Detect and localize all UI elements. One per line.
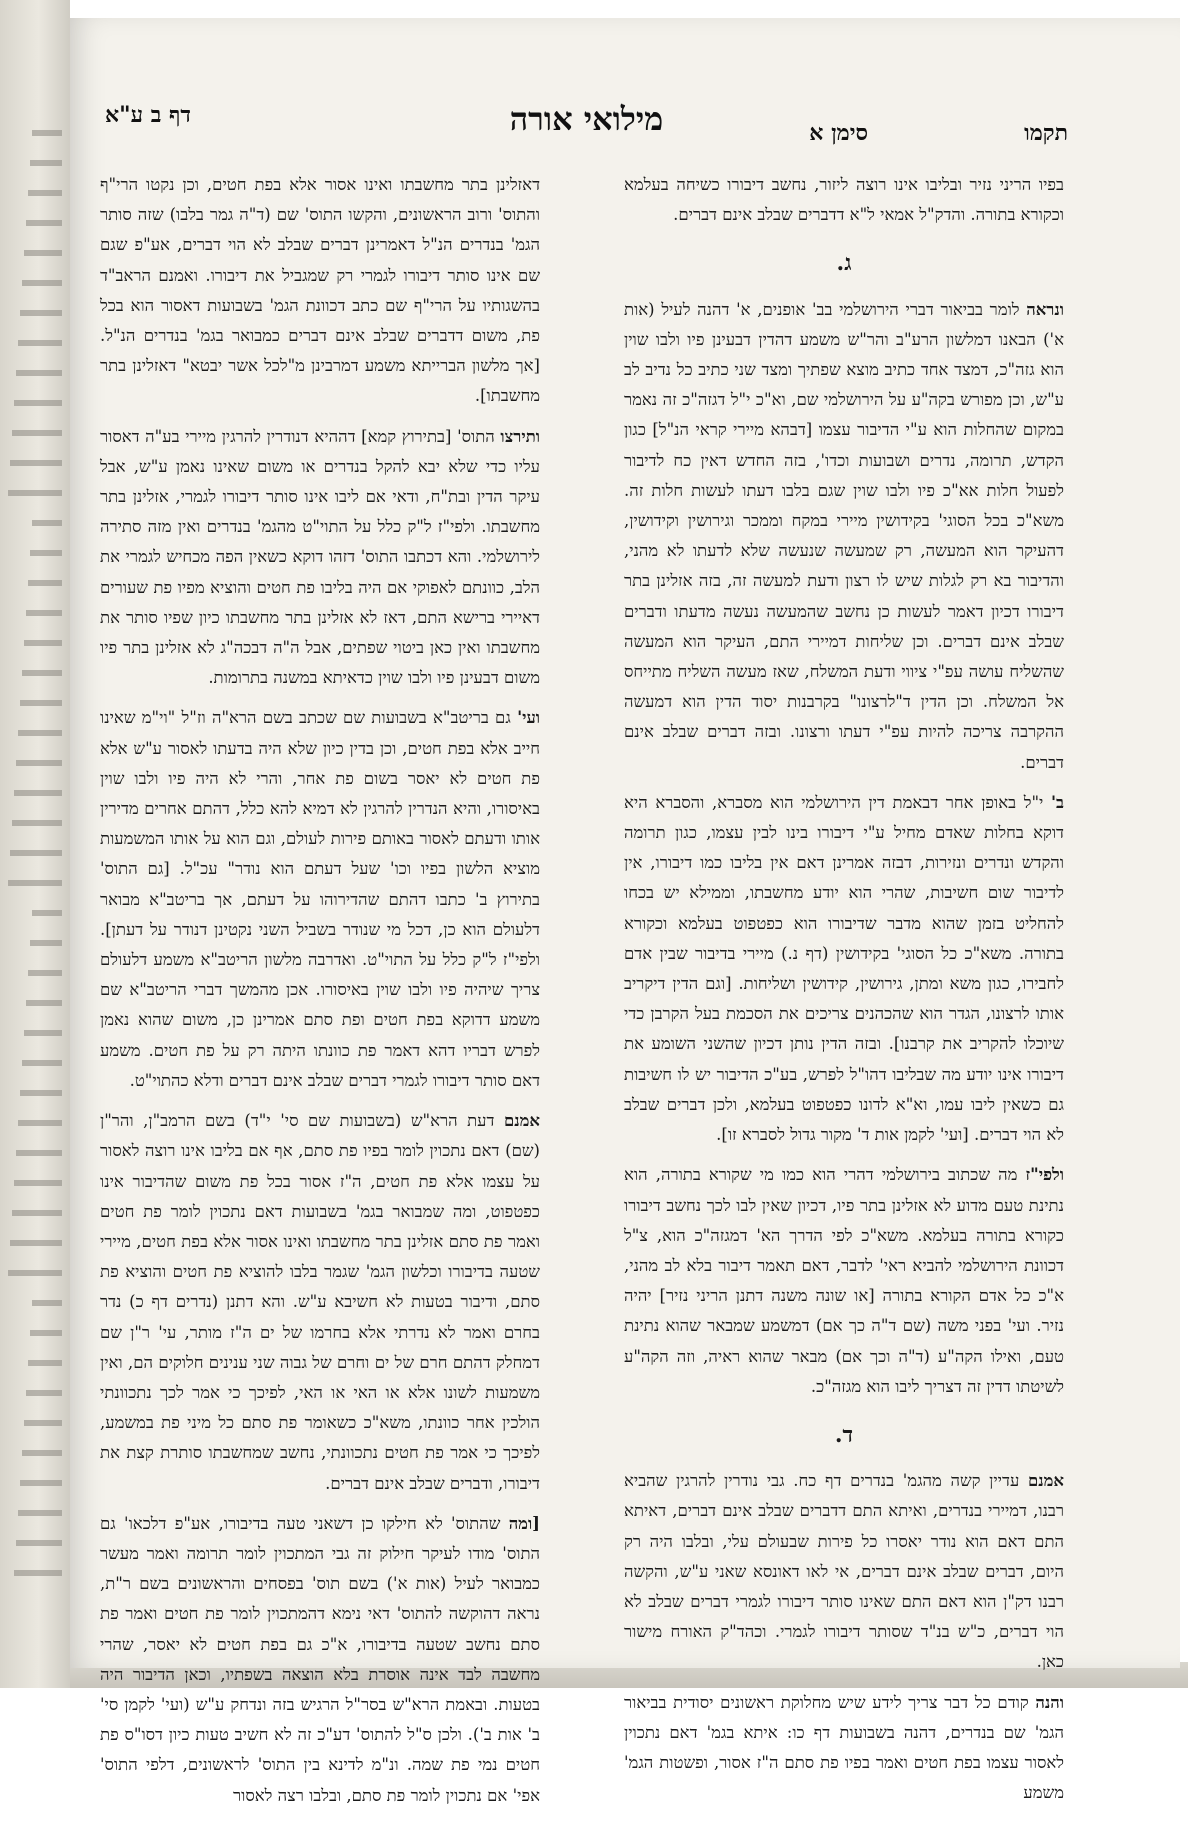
facing-page-text-line (22, 1060, 62, 1066)
page-header (105, 80, 1068, 146)
section-marker: ג. (836, 250, 852, 277)
paragraph-text: דאזלינן בתר מחשבתו ואינו אסור אלא בפת חטים, וכן נקטו הרי"ף והתוס' ורוב הראשונים, והקשו התוס' שם (ד"ה גמר בלבו) שזה סותר הגמ' בנדרים הנ"ל דאמרינן דברים שבלב לא הוי דברים, אע"פ שגם שם אינו סותר דיבורו לגמרי רק שמגביל את דיבורו. ואמנם הראב"ד בהשגותיו על הרי"ף שם כתב דכוונת הגמ' בשבועות דאסור הוא בכל פת, משום דדברים שבלב אינם דברים כמבואר בגמ' בנדרים הנ"ל. [אך מלשון הברייתא משמע דמרבינן מ"לכל אשר יבטא" דאזלינן בתר מחשבתו]. (100, 175, 540, 406)
facing-page-text-line (18, 730, 62, 736)
paragraph-text: בפיו הריני נזיר ובליבו אינו רוצה ליזור, נחשב דיבורו כשיחה בעלמא וכקורא בתורה. והדק"ל אמאי ל"א דדברים שבלב אינם דברים. (624, 175, 1064, 225)
facing-page-text-line (12, 1210, 62, 1216)
section-marker: ד. (834, 1421, 854, 1448)
facing-page-text-line (22, 1450, 62, 1456)
facing-page-text-line (26, 1000, 62, 1006)
paragraph (624, 788, 1064, 1150)
facing-page-text-line (16, 370, 62, 376)
facing-page-text-line (32, 910, 62, 916)
facing-page-text-line (20, 310, 62, 316)
facing-page-text-line (28, 1360, 62, 1366)
paragraph (100, 422, 540, 694)
facing-page-text-line (32, 130, 62, 136)
paragraph-text: גם בריטב"א בשבועות שם שכתב בשם הרא"ה וז"ל "וי"מ שאינו חייב אלא בפת חטים, וכן בדין כיון שלא היה בדעתו לאסור ע"ש אלא פת חטים לא יאסר בשום פת אחר, והרי לא היה פיו ולבו שוין באיסורו, והיא הנדרין להרגין לא דמיא להא כלל, דהתם אחרים מדירין אותו ודעתם לאסור באותם פירות לעולם, וגם הוא על אותו המשמעות מוציא הלשון בפיו וכו' שעל דעתם הוא נודר" עכ"ל. [גם התוס' בתירוץ ב' כתבו דהתם שהדירוהו על דעתם, אך בריטב"א מבואר דלעולם הוא כן, דכל מי שנודר בשביל השני נקטינן דנודר על דעתן]. ולפי"ז ל"ק כלל על התוי"ט. ואדרבה מלשון הריטב"א משמע דלעולם צריך שיהיה פיו ולבו שוין באיסורו. אכן מהמשך דברי הריטב"א שם משמע דדוקא בפת חטים ופת סתם אמרינן כן, משום שהוא נאמן לפרש דבריו דהא דאמר פת כוונתו היתה רק על פת חטים. משמע דאם סותר דיבורו לגמרי דברים שבלב אינם דברים ודלא כהתוי"ט. (100, 708, 540, 1090)
facing-page-text-line (32, 520, 62, 526)
paragraph (624, 1688, 1064, 1809)
facing-page-text-line (12, 430, 62, 436)
facing-page-text-line (10, 460, 62, 466)
paragraph (624, 1466, 1064, 1677)
facing-page-text-line (22, 280, 62, 286)
facing-page-text-line (10, 850, 62, 856)
paragraph-text: מה שכתוב בירושלמי דהרי הוא כמו מי שקורא בתורה, הוא נתינת טעם מדוע לא אזלינן בתר פיו, דכיון שאין לבו לכך נחשב דיבורו כקורא בתורה בעלמא. משא"כ לפי הדרך הא' דמגזה"כ הוא, צ"ל דכוונת הירושלמי להביא ראי' לדבר, דאם תאמר דיבור בלא לב מהני, א"כ כל אדם הקורא בתורה [או שונה משנה דתנן הריני נזיר] יהיה נזיר. ועי' בפני משה (שם ד"ה כך אם) דמשמע שמבאר שהוא נתינת טעם, ואילו הקה"ע (ד"ה וכך אם) מבאר שהוא ראיה, וזה הקה"ע לשיטתו דדין זה דצריך ליבו הוא מגזה"כ. (624, 1165, 1064, 1396)
facing-page-text-line (12, 820, 62, 826)
facing-page-text-line (18, 1120, 62, 1126)
facing-page-text-line (18, 1510, 62, 1516)
paragraph-lead-word: ועי' (517, 708, 540, 728)
facing-page-text-line (28, 970, 62, 976)
paragraph-text: דעת הרא"ש (בשבועות שם סי' י"ד) בשם הרמב"ן, והר"ן (שם) דאם נתכוין לומר בפיו פת סתם, אף אם בליבו אינו רוצה לאסור על עצמו אלא פת חטים, ה"ז אסור בכל פת משום שהדיבור אינו כפטפוט, ומה שמבואר בגמ' בשבועות דאם נתכוין לומר פת חטים ואמר פת סתם אזלינן בתר מחשבתו ואינו אסור אלא בפת חטים, מיירי שטעה בדיבורו וכלשון הגמ' שגמר בלבו להוציא פת חטים והוציא פת סתם, ודיבור בטעות לא חשיבא ע"ש. והא דתנן (נדרים דף כ) נדר בחרם ואמר לא נדרתי אלא בחרמו של ים ה"ז מותר, עי' ר"ן שם דמחלק דהתם חרם של ים וחרם של גבוה שני ענינים חלוקים הם, ואין משמעות לשונו אלא או האי או האי, לפיכך כי אמר לכך נתכוונתי הולכין אחר כוונתו, משא"כ כשאומר פת סתם כל מיני פת במשמע, לפיכך כי אמר פת חטים נתכוונתי, נחשב שמחשבתו סותרת קצת את דיבורו, ודברים שבלב אינם דברים. (100, 1111, 540, 1493)
running-title: מילואי אורה (509, 100, 664, 138)
facing-page-text-line (14, 400, 62, 406)
page-number: תקמו (1024, 120, 1068, 146)
paragraph (100, 1106, 540, 1499)
paragraph (624, 170, 1064, 230)
paragraph-lead-word: [ומה (508, 1513, 540, 1533)
facing-page-edge (0, 0, 70, 1688)
facing-page-text-line (24, 250, 62, 256)
facing-page-text-line (16, 1540, 62, 1546)
paragraph (100, 1509, 540, 1811)
paragraph (100, 170, 540, 412)
siman-label: סימן א (809, 120, 868, 146)
paragraph-text: קודם כל דבר צריך לידע שיש מחלוקת ראשונים יסודית בביאור הגמ' שם בנדרים, דהנה בשבועות דף כו: איתא בגמ' דאם נתכוין לאסור עצמו בפת חטים ואמר בפיו פת סתם ה"ז אסור, ופשטות הגמ' משמע (624, 1692, 1064, 1803)
facing-page-text-line (28, 190, 62, 196)
paragraph (624, 295, 1064, 778)
facing-page-text-line (14, 790, 62, 796)
right-text-column (624, 170, 1064, 1818)
facing-page-text-line (30, 550, 62, 556)
facing-page-text-line (24, 1030, 62, 1036)
facing-page-text-line (30, 940, 62, 946)
facing-page-text-line (26, 220, 62, 226)
paragraph-text: התוס' [בתירוץ קמא] דההיא דנודרין להרגין מיירי בע"ה דאסור עליו כדי שלא יבא להקל בנדרים או משום שאינו נאמן ע"ש, אבל עיקר הדין ובת"ח, ודאי אם ליבו אינו סותר דיבורו לגמרי, אזלינן בתר מחשבתו. ולפי"ז ל"ק כלל על התוי"ט מהגמ' בנדרים ואין מזה סתירה לירושלמי. והא דכתבו התוס' דזהו דוקא כשאין הפה מכחיש לגמרי את הלב, כוונתם לאפוקי אם היה בליבו פת חטים והוציא מפיו פת שעורים דאיירי ברישא התם, דאז לא אזלינן בתר מחשבתו כיון שפיו סותר את מחשבתו ואין כאן ביטוי שפתים, אבל ה"ה דבכה"ג לא אזלינן בתר פיו משום דבעינן פיו ולבו שוין כדאיתא במשנה בתרומות. (100, 426, 540, 688)
paragraph-lead-word: ותירצו (500, 426, 540, 446)
facing-page-text-line (22, 670, 62, 676)
facing-page-text-line (8, 1270, 62, 1276)
facing-page-text-line (14, 1570, 62, 1576)
paragraph-text: י"ל באופן אחר דבאמת דין הירושלמי הוא מסברא, והסברא היא דוקא בחלות שאדם מחיל ע"י דיבורו בינו לבין עצמו, כגון תרומה והקדש ונדרים ונזירות, דבזה אמרינן דאם אין בליבו כמו דיבורו, אין לדיבור שום חשיבות, שהרי הוא יודע מחשבתו, וממילא יש בכחו להחליט בזמן שהוא מדבר שדיבורו הוא כפטפוט בעלמא וכקורא בתורה. משא"כ כל הסוגי' בקידושין (דף נ.) מיירי בדיבור שבין אדם לחבירו, כגון משא ומתן, גירושין, קידושין ושליחות. [וגם הדין דיקריב אותו לרצונו, הגדר הוא שהכהנים צריכים את הסכמת בעל הקרבן כדי שיוכלו להקריב את קרבנו]. ובזה הדין נותן דכיון שהשני השומע את דיבורו אינו יודע מה שבליבו דהו"ל לפרש, בע"כ הדיבור יש לו חשיבות גם כשאין ליבו עמו, וא"א לדונו כפטפוט בעלמא, ולכן דברים שבלב לא הוי דברים. [ועי' לקמן אות ד' מקור גדול לסברא זו]. (624, 792, 1064, 1145)
facing-page-text-line (24, 1420, 62, 1426)
facing-page-text-line (20, 1480, 62, 1486)
facing-page-text-line (24, 640, 62, 646)
facing-page-text-line (18, 340, 62, 346)
paragraph (100, 703, 540, 1096)
facing-page-text-line (16, 760, 62, 766)
daf-reference: דף ב ע"א (105, 102, 191, 128)
paragraph-lead-word: והנה (1035, 1692, 1064, 1712)
paragraph-text: עדיין קשה מהגמ' בנדרים דף כח. גבי נודרין להרגין שהביא רבנו, דמיירי בנדרים, ואיתא התם דדברים שבלב אינם דברים, דאיתא התם דאם הוא נודר יאסרו כל פירות שבעולם עלי, ובלבו היה רק היום, דברים שבלב אינם דברים, אי לאו דאונסא שאני ע"ש, והקשה רבנו דק"ן הוא דאם התם שאינו סותר דיבורו לגמרי דברים שבלב לא הוי דברים, כ"ש בנ"ד שסותר דיבורו לגמרי. וכהד"ק האורח מישור כאן. (624, 1471, 1064, 1672)
facing-page-text-line (8, 880, 62, 886)
paragraph-lead-word: אמנם (503, 1111, 540, 1131)
facing-page-text-line (26, 610, 62, 616)
facing-page-text-line (10, 1240, 62, 1246)
facing-page-text-line (30, 160, 62, 166)
facing-page-text-line (8, 490, 62, 496)
paragraph-lead-word: אמנם (1027, 1471, 1064, 1491)
facing-page-text-line (30, 1330, 62, 1336)
facing-page-text-line (20, 700, 62, 706)
facing-page-text-line (26, 1390, 62, 1396)
left-text-column (100, 170, 540, 1821)
paragraph-lead-word: ונראה (1026, 299, 1064, 319)
paragraph-text: לומר בביאור דברי הירושלמי בב' אופנים, א' דהנה לעיל (אות א') הבאנו דמלשון הרע"ב והר"ש משמע דהדין דבעינן פיו ולבו שוין הוא גזה"כ, דמצד אחד כתיב מוצא שפתיך ומצד שני כתיב כל נדיב לב ע"ש, וכן מפורש בקה"ע על הירושלמי שם, וא"כ י"ל דגזה"כ זה נאמר במקום שהחלות הוא ע"י הדיבור עצמו [דבהא מיירי קראי הנ"ל] כגון הקדש, תרומה, נדרים ושבועות וכדו', בזה החדש דאין כח לדיבור לפעול חלות אא"כ פיו ולבו שוין שגם בלבו דעתו לעשות חלות זה. משא"כ בכל הסוגי' בקידושין מיירי במקח וממכר וגירושין וקידושין, דהעיקר הוא המעשה, רק שמעשה שנעשה שלא לדעתו לא מהני, והדיבור בא רק לגלות שיש לו רצון ודעת למעשה זה, בזה אזלינן בתר דיבורו דכיון דאמר לעשות כן נחשב שהמעשה נעשה מדעתו ודברים שבלב אינם דברים. וכן שליחות דמיירי התם, העיקר הוא המעשה שהשליח עושה עפ"י ציווי ודעת המשלח, שאז מעשה השליח מתייחס אל המשלח. וכן הדין ד"לרצונו" בקרבנות יסוד הדין הוא דמעשה ההקרבה צריכה להיות עפ"י דעתו ורצונו. ובזה דברים שבלב אינם דברים. (624, 299, 1064, 772)
paragraph-lead-word: ב' (1050, 792, 1064, 812)
paragraph (624, 1160, 1064, 1402)
facing-page-text-line (20, 1090, 62, 1096)
facing-page-text-line (32, 1300, 62, 1306)
facing-page-text-line (14, 1180, 62, 1186)
paragraph-text: שהתוס' לא חילקו כן דשאני טעה בדיבורו, אע"פ דלכאו' גם התוס' מודו לעיקר חילוק זה גבי המתכוין לומר תרומה ואמר מעשר כמבואר לעיל (אות א') בשם תוס' בפסחים והראשונים בשם ר"ת, נראה דהוקשה להתוס' דאי נימא דהמתכוין לומר פת חטים ואמר פת סתם נחשב שטעה בדיבורו, א"כ גם בפת חטים לא יאסר, שהרי מחשבה לבד אינה אוסרת בלא הוצאה בשפתיו, וכאן הדיבור היה בטעות. ובאמת הרא"ש בסר"ל הרגיש בזה ונדחק ע"ש (ועי' לקמן סי' ב' אות ב'). ולכן ס"ל להתוס' דע"כ זה לא חשיב טעות כיון דסו"ס פת חטים נמי פת שמה. ונ"מ לדינא בין התוס' לראשונים, דלפי התוס' אפי' אם נתכוין לומר פת סתם, ובלבו רצה לאסור (100, 1513, 540, 1805)
facing-page-text-line (16, 1150, 62, 1156)
paragraph-lead-word: ולפי"ז (1025, 1165, 1064, 1185)
facing-page-text-line (28, 580, 62, 586)
